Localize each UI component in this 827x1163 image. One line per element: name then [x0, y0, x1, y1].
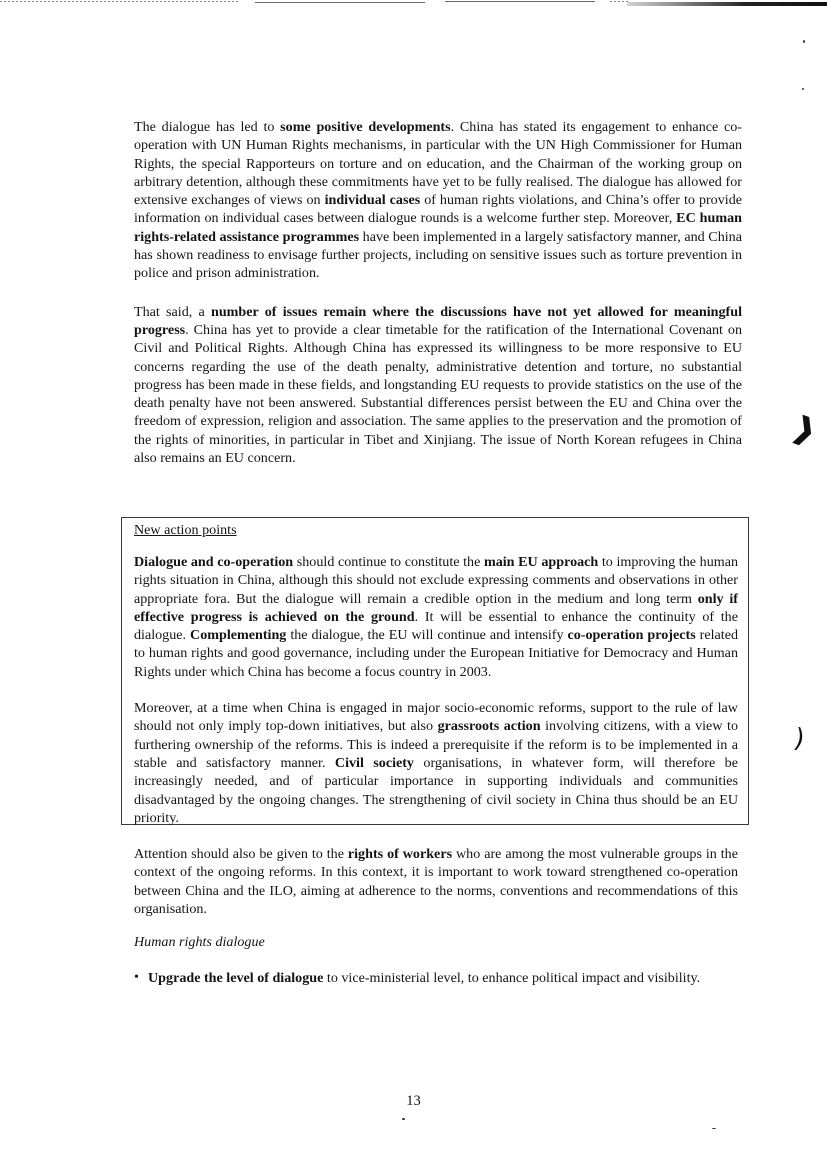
scan-speck [802, 88, 804, 90]
bold-text-span: individual cases [324, 192, 421, 209]
text-span: to vice-ministerial level, to enhance political impact and visibility. [323, 970, 701, 987]
paragraph-rights-of-workers [134, 845, 738, 918]
new-action-points-box [121, 517, 749, 987]
text-span: organisations, in whatever form, will therefore be increasingly needed, and of particular importance in supporting individuals and communities disadvantaged by the ongoing changes. The strengthening of civil society in China thus should be an EU priority. [134, 754, 738, 826]
text-span: related to human rights and good governance, including under the European Initiative for Democracy and Human Rights under which China has become a focus country in 2003. [134, 627, 738, 680]
box-heading: New action points [134, 522, 237, 538]
document-body [134, 118, 742, 467]
text-span: The dialogue has led to [134, 119, 281, 135]
bold-text-span: rights of workers [347, 846, 453, 863]
scan-speck [402, 1118, 405, 1120]
text-span: That said, a [134, 303, 211, 320]
bold-text-span: EC human rights-related assistance programmes [134, 210, 742, 245]
text-span: . It will be essential to enhance the continuity of the dialogue. [134, 608, 738, 644]
paragraph-grassroots-civil-society [134, 699, 738, 827]
paragraph-dialogue-cooperation [134, 553, 738, 681]
bold-text-span: Complementing [190, 627, 287, 644]
bold-text-span: Upgrade the level of dialogue [148, 970, 324, 987]
text-span: Attention should also be given to the [134, 846, 348, 863]
bullet-icon: • [134, 970, 139, 986]
text-span: Moreover, at a time when China is engaged in major socio-economic reforms, support to the rule of law should not only imply top-down initiatives, but also [134, 700, 738, 735]
bullet-text [148, 969, 738, 987]
bold-text-span: some positive developments [280, 119, 451, 135]
text-span: the dialogue, the EU will continue and intensify [286, 627, 568, 644]
binding-hole-mark-icon: ❱ [786, 408, 823, 451]
bold-text-span: number of issues remain where the discussions have not yet allowed for meaningful progress [134, 303, 742, 338]
page-number: 13 [406, 1093, 421, 1109]
bold-text-span: Dialogue and co-operation [134, 554, 294, 570]
bold-text-span: main EU approach [483, 554, 599, 570]
text-span: to improving the human rights situation in China, although this should not exclude expressing comments and observations in other appropriate fora. But the dialogue will remain a credible option in the medium and long term [134, 554, 739, 607]
text-span: involving citizens, with a view to furthering ownership of the reforms. This is indeed a prerequisite if the reform is to be implemented in a stable and satisfactory manner. [134, 718, 738, 771]
bold-text-span: grassroots action [437, 718, 541, 735]
scan-speck [803, 40, 805, 43]
text-span: . China has yet to provide a clear timetable for the ratification of the International Covenant on Civil and Political Rights. Although China has expressed its willingness to be more responsive to EU concerns regarding the use of the death penalty, administrative detention and torture, no substantial progress has been made in these fields, and longstanding EU requests to provide statistics on the use of the death penalty have not been answered. Substantial differences persist between the EU and China over the freedom of expression, religion and association. The same applies to the preservation and the promotion of the rights of minorities, in particular in Tibet and Xinjiang. The issue of North Korean refugees in China also remains an EU concern. [134, 321, 742, 467]
text-span: have been implemented in a largely satisfactory manner, and China has shown readiness to envisage further projects, including on sensitive issues such as torture prevention in police and prison administration. [134, 228, 742, 282]
text-span: . China has stated its engagement to enhance co-operation with UN Human Rights mechanisms, in particular with the UN High Commissioner for Human Rights, the special Rapporteurs on torture and on education, and the Chairman of the working group on arbitrary detention, although these commitments have yet to be fully realised. The dialogue has allowed for extensive exchanges of views on [134, 119, 742, 209]
bullet-item [134, 969, 738, 987]
text-span: of human rights violations, and China’s offer to provide information on individual cases between dialogue rounds is a welcome further step. Moreover, [134, 192, 742, 227]
binding-hole-mark-icon: ) [791, 723, 807, 755]
bold-text-span: Civil society [334, 754, 414, 771]
bold-text-span: co-operation projects [567, 627, 696, 644]
subheading-human-rights-dialogue: Human rights dialogue [134, 934, 265, 951]
bold-text-span: only if effective progress is achieved on the ground [134, 590, 738, 625]
scan-edge-artifact [0, 0, 827, 8]
paragraph-positive-developments [134, 118, 742, 283]
text-span: who are among the most vulnerable groups in the context of the ongoing reforms. In this context, it is important to work toward strengthened co-operation between China and the ILO, aiming at adherence to the norms, conventions and recommendations of this organisation. [134, 846, 738, 918]
paragraph-issues-remaining [134, 303, 742, 468]
text-span: should continue to constitute the [293, 554, 484, 570]
scan-speck [712, 1128, 716, 1129]
